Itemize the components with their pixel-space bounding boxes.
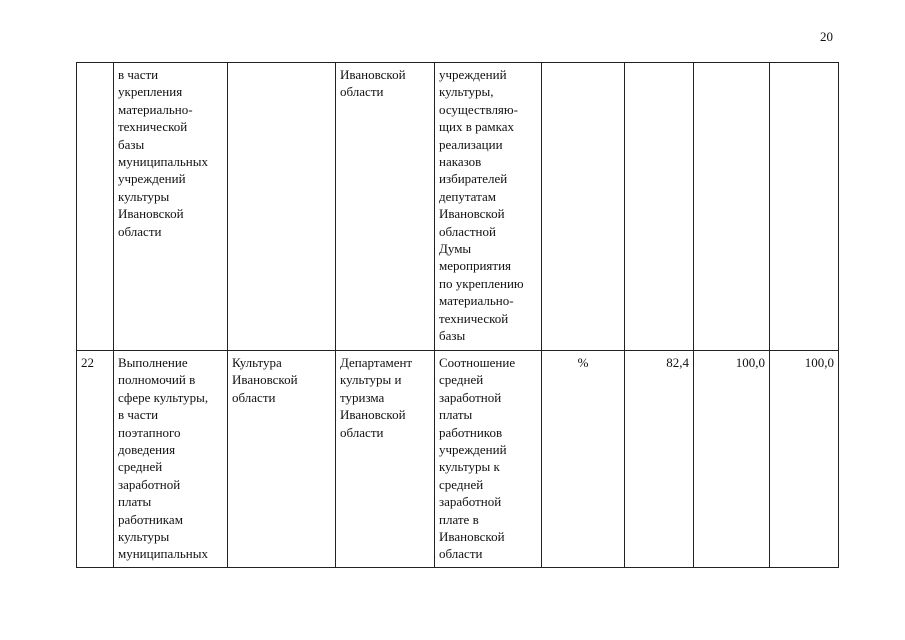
value-cell-2: 100,0 bbox=[694, 351, 770, 568]
indicator-cell: Соотношение средней заработной платы работников учреждений культуры к средней заработной плате в Ивановской области bbox=[435, 351, 542, 568]
row-number-cell: 22 bbox=[77, 351, 114, 568]
task-cell: в части укрепления материально- технической базы муниципальных учреждений культуры Ивановской области bbox=[114, 63, 228, 351]
value-cell-3: 100,0 bbox=[770, 351, 839, 568]
value-cell-1: 82,4 bbox=[625, 351, 694, 568]
indicator-cell: учреждений культуры, осуществляю- щих в рамках реализации наказов избирателей депутатам Ивановской областной Думы мероприятия по укреплению материально- технической базы bbox=[435, 63, 542, 351]
page-number: 20 bbox=[820, 29, 833, 44]
document-table bbox=[76, 62, 839, 568]
program-cell: Культура Ивановской области bbox=[228, 351, 336, 568]
executor-cell: Департамент культуры и туризма Ивановской области bbox=[336, 351, 435, 568]
value-cell-3 bbox=[770, 63, 839, 351]
executor-cell: Ивановской области bbox=[336, 63, 435, 351]
value-cell-2 bbox=[694, 63, 770, 351]
table-row bbox=[77, 63, 839, 351]
unit-cell bbox=[542, 63, 625, 351]
unit-cell: % bbox=[542, 351, 625, 568]
value-cell-1 bbox=[625, 63, 694, 351]
table-row bbox=[77, 351, 839, 568]
row-number-cell bbox=[77, 63, 114, 351]
program-cell bbox=[228, 63, 336, 351]
task-cell: Выполнение полномочий в сфере культуры, в части поэтапного доведения средней заработной платы работникам культуры муниципальных bbox=[114, 351, 228, 568]
